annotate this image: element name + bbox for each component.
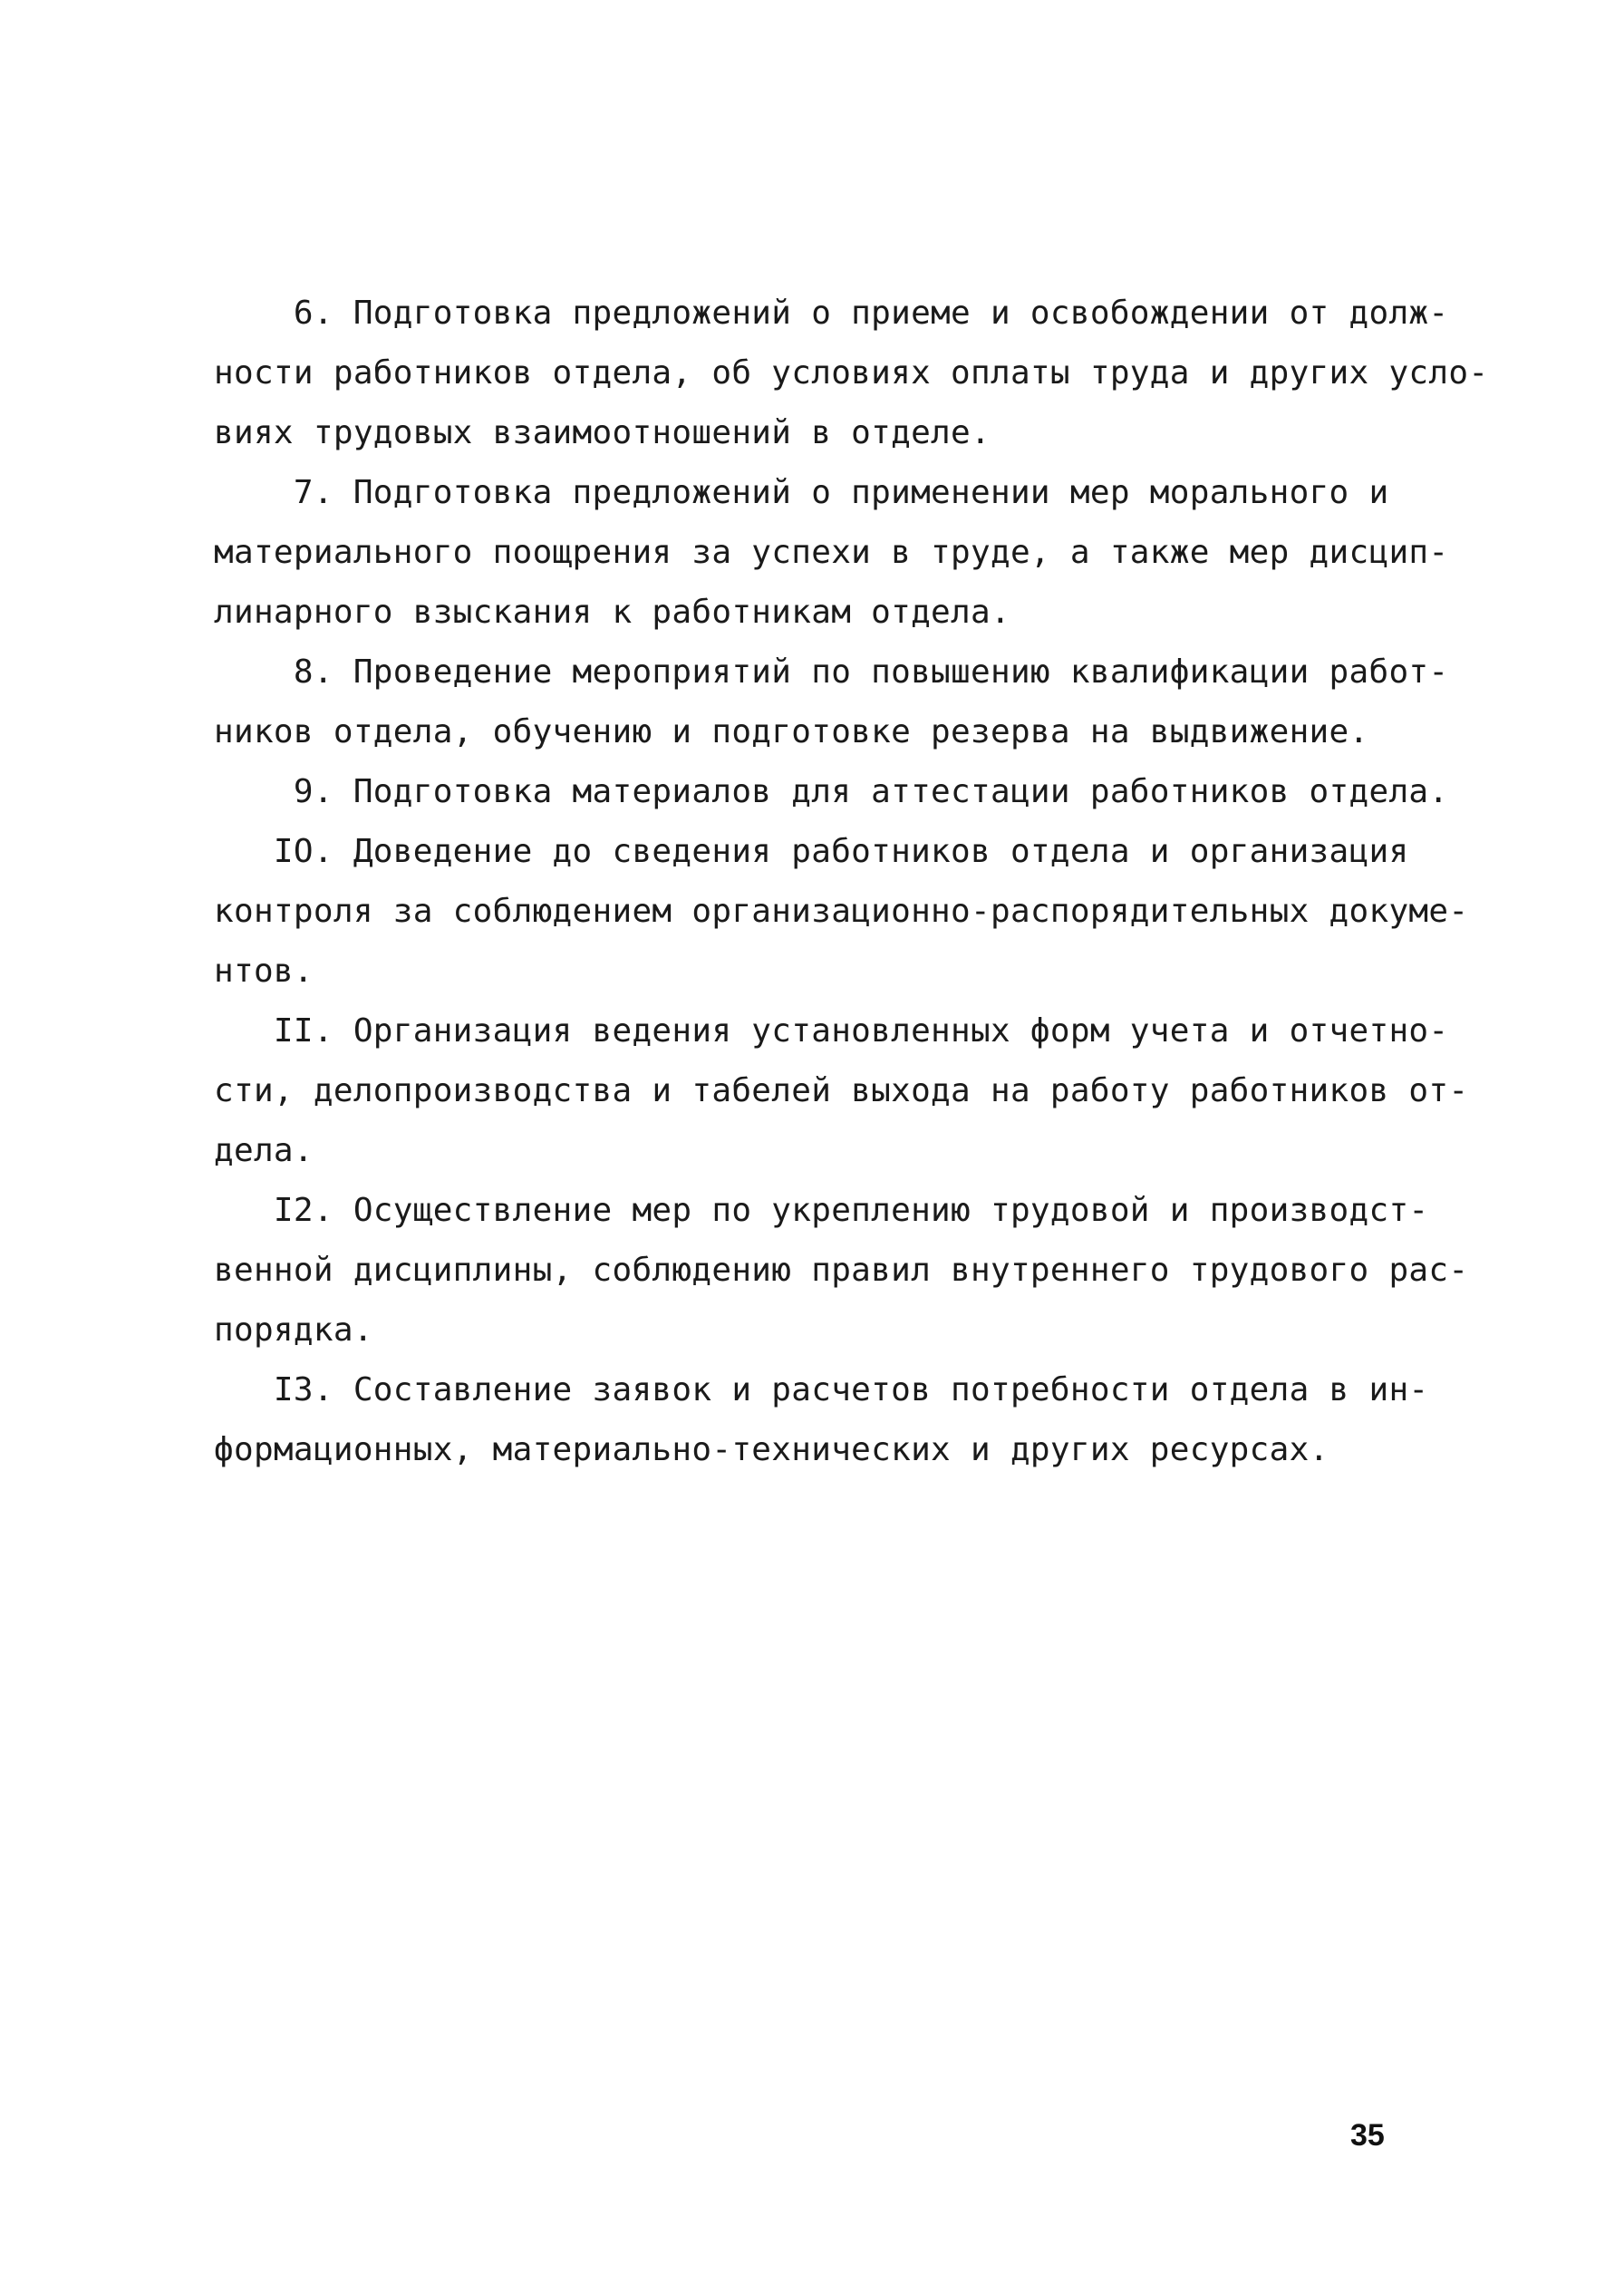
text-line: линарного взыскания к работникам отдела. [214,594,1010,631]
text-line: 7. Подготовка предложений о применении мер морального и [214,474,1389,511]
text-line: венной дисциплины, соблюдению правил внутреннего трудового рас- [214,1252,1469,1289]
text-line: 8. Проведение мероприятий по повышению квалификации работ- [214,653,1449,691]
text-line: 9. Подготовка материалов для аттестации работников отдела. [214,773,1449,810]
text-line: виях трудовых взаимоотношений в отделе. [214,414,991,451]
text-line: материального поощрения за успехи в труде, а также мер дисцип- [214,534,1449,571]
text-line: формационных, материально-технических и других ресурсах. [214,1431,1329,1468]
text-line: дела. [214,1132,314,1169]
text-line: 6. Подготовка предложений о приеме и освобождении от долж- [214,295,1449,332]
text-line: сти, делопроизводства и табелей выхода на работу работников от- [214,1072,1469,1109]
text-line: I3. Составление заявок и расчетов потребности отдела в ин- [214,1371,1429,1408]
text-line: ности работников отдела, об условиях оплаты труда и других усло- [214,354,1489,392]
text-line: нтов. [214,953,314,990]
text-line: II. Организация ведения установленных форм учета и отчетно- [214,1012,1449,1050]
text-line: IO. Доведение до сведения работников отдела и организация [214,833,1409,870]
text-line: I2. Осуществление мер по укреплению трудовой и производст- [214,1192,1429,1229]
page-number: 35 [1350,2118,1385,2153]
text-line: контроля за соблюдением организационно-распорядительных докуме- [214,893,1469,930]
text-line: ников отдела, обучению и подготовке резерва на выдвижение. [214,713,1369,750]
text-line: порядка. [214,1311,373,1349]
